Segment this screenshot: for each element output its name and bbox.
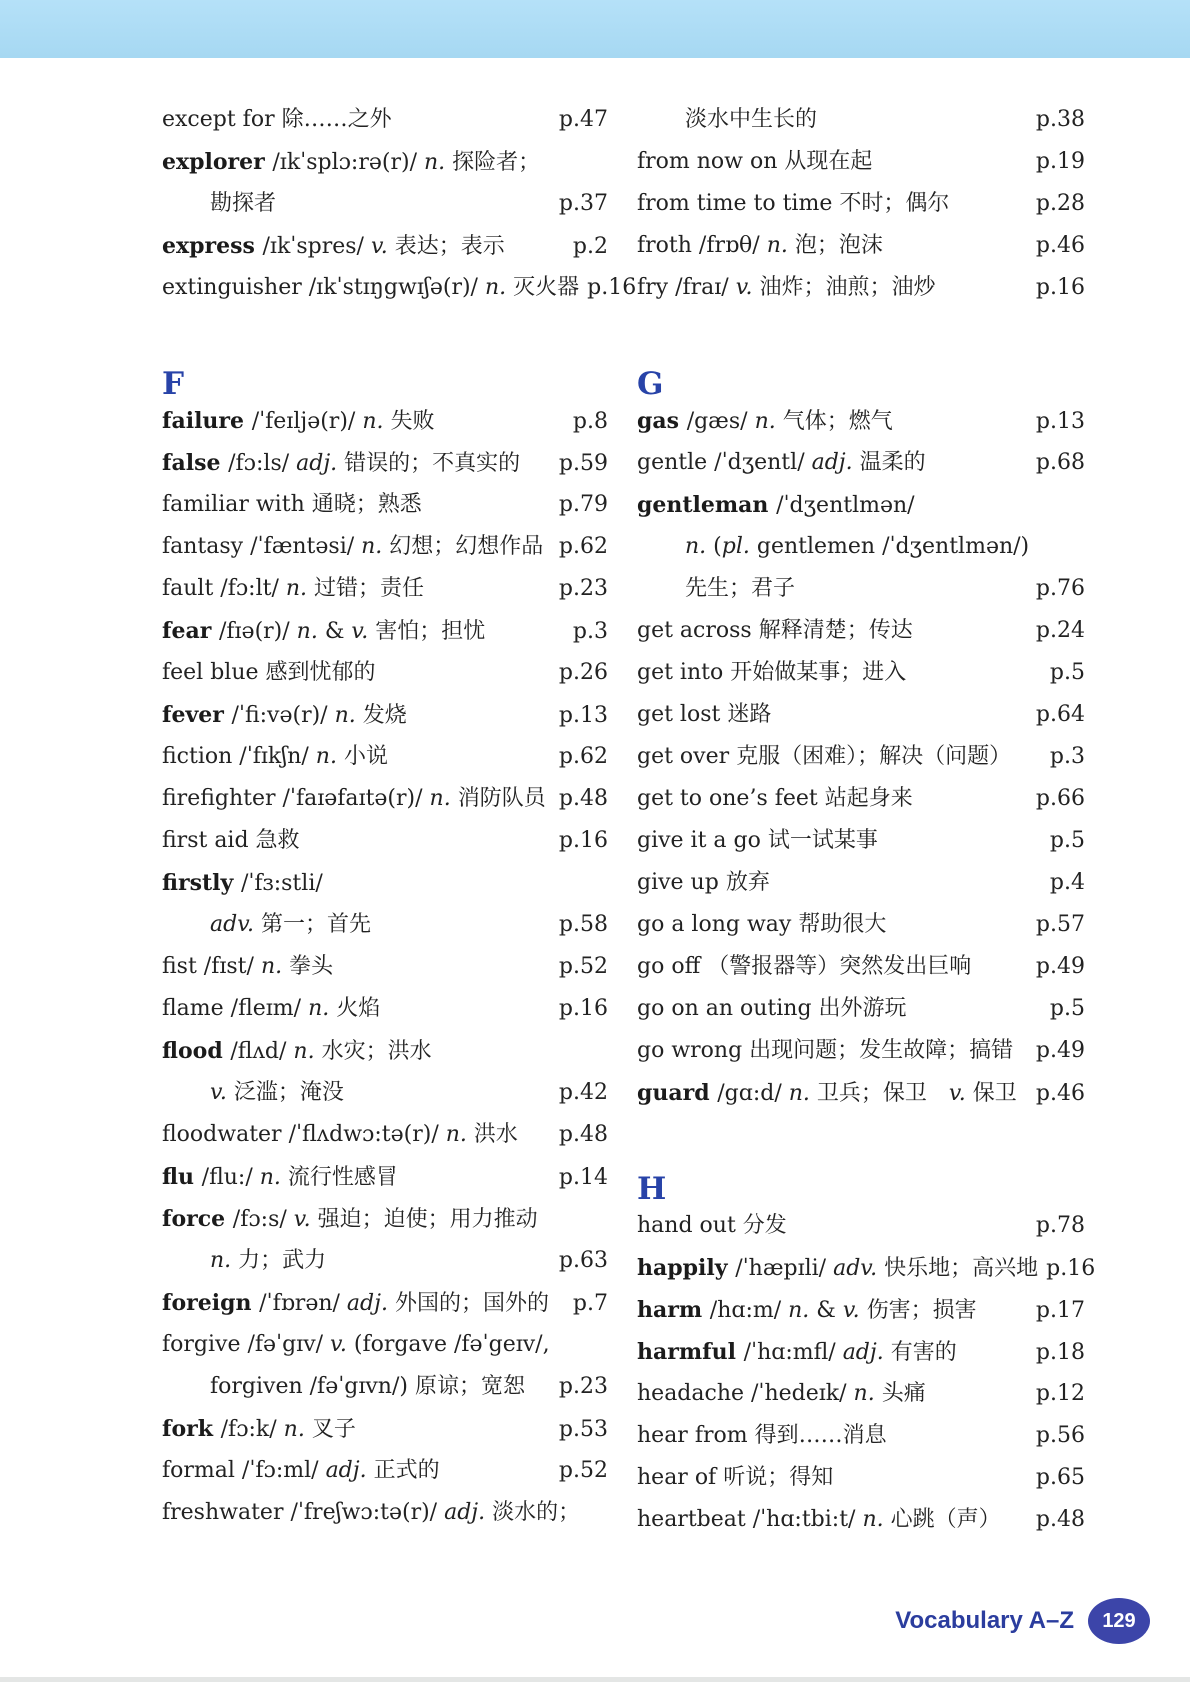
vocab-entry [162,400,608,442]
vocab-entry [162,267,637,309]
vocab-entry [162,946,608,988]
vocab-entry [637,778,1085,820]
entry-text: flood /flʌd/ n. 水灾；洪水 [162,1038,432,1064]
page-ref: p.18 [1035,1340,1085,1365]
page-ref: p.48 [1035,1507,1085,1532]
entry-text: fork /fɔ:k/ n. 叉子 [162,1416,356,1442]
entry-text: n. 力；武力 [210,1248,327,1273]
page-ref: p.5 [1049,996,1085,1021]
page-number-badge: 129 [1088,1598,1150,1644]
vocab-entry [162,652,608,694]
vocab-entry [162,1030,608,1072]
entry-text: get lost 迷路 [637,702,772,727]
vocab-entry [162,1282,608,1324]
page-ref: p.26 [558,660,608,685]
section-letter-H: H [637,1171,667,1207]
page-ref: p.52 [558,1458,608,1483]
entry-text: v. 泛滥；淹没 [210,1080,344,1105]
vocab-entry [637,610,1085,652]
page-ref: p.42 [558,1080,608,1105]
page-ref: p.5 [1049,828,1085,853]
page-ref: p.78 [1035,1213,1085,1238]
top-banner [0,0,1190,58]
entry-text: foreign /ˈfɒrən/ adj. 外国的；国外的 [162,1290,549,1316]
vocab-entry [637,225,1085,267]
entry-text: fantasy /ˈfæntəsi/ n. 幻想；幻想作品 [162,534,544,559]
vocab-entry [637,1205,1085,1247]
vocab-entry [637,946,1085,988]
page-ref: p.62 [558,534,608,559]
entry-text: forgive /fəˈgɪv/ v. (forgave /fəˈgeɪv/, [162,1332,550,1357]
page-ref: p.62 [558,744,608,769]
entry-text: fry /fraɪ/ v. 油炸；油煎；油炒 [637,275,936,300]
page-ref: p.58 [558,912,608,937]
entry-text: go on an outing 出外游玩 [637,996,907,1021]
entry-text: fiction /ˈfɪkʃn/ n. 小说 [162,744,388,769]
vocab-entry [162,1240,608,1282]
vocab-entry [637,1331,1085,1373]
vocab-entry [637,1289,1085,1331]
entry-text: n. (pl. gentlemen /ˈdʒentlmən/) [685,534,1030,559]
page-ref: p.68 [1035,450,1085,475]
entry-text: hand out 分发 [637,1213,787,1238]
page-ref: p.63 [558,1248,608,1273]
page-ref: p.19 [1035,149,1085,174]
vocab-entry [162,1366,608,1408]
section-letter-F: F [162,366,185,402]
vocab-entry [162,442,608,484]
page-ref: p.23 [558,576,608,601]
page-ref: p.24 [1035,618,1085,643]
page-ref: p.17 [1035,1298,1085,1323]
vocab-entry [162,526,608,568]
entry-text: get into 开始做某事；进入 [637,660,907,685]
entry-text: express /ɪkˈspres/ v. 表达；表示 [162,233,505,259]
entry-text: get over 克服（困难）；解决（问题） [637,744,1012,769]
page-ref: p.56 [1035,1423,1085,1448]
entry-text: fever /ˈfi:və(r)/ n. 发烧 [162,702,407,728]
entry-text: give up 放弃 [637,870,770,895]
vocab-entry [162,99,608,141]
entry-text: feel blue 感到忧郁的 [162,660,376,685]
vocab-entry [162,1492,608,1534]
vocab-entry [162,988,608,1030]
vocab-entry [162,694,608,736]
entry-text: firstly /ˈfɜ:stli/ [162,870,323,896]
entry-text: floodwater /ˈflʌdwɔ:tə(r)/ n. 洪水 [162,1122,518,1147]
vocab-entry [637,1415,1085,1457]
page-ref: p.3 [1049,744,1085,769]
page-ref: p.14 [558,1165,608,1190]
entry-text: 勘探者 [210,191,277,216]
entry-text: harmful /ˈhɑ:mfl/ adj. 有害的 [637,1339,957,1365]
page-ref: p.57 [1035,912,1085,937]
page-ref: p.8 [572,409,608,434]
entry-text: flame /fleɪm/ n. 火焰 [162,996,381,1021]
vocab-entry [637,652,1085,694]
vocab-entry [162,1324,608,1366]
vocab-entry [162,1072,608,1114]
page-ref: p.13 [558,703,608,728]
entry-text: get to one’s feet 站起身来 [637,786,913,811]
vocab-entry [637,400,1085,442]
page-ref: p.66 [1035,786,1085,811]
vocab-entry [637,862,1085,904]
entry-text: extinguisher /ɪkˈstɪŋgwɪʃə(r)/ n. 灭火器 [162,275,580,300]
page-ref: p.3 [572,619,608,644]
entry-text: gas /gæs/ n. 气体；燃气 [637,408,893,434]
entry-text: happily /ˈhæpɪli/ adv. 快乐地；高兴地 [637,1255,1039,1281]
page-ref: p.7 [572,1291,608,1316]
vocab-entry [162,1198,608,1240]
page-footer [895,1596,1150,1646]
entry-text: explorer /ɪkˈsplɔ:rə(r)/ n. 探险者； [162,149,541,175]
vocab-entry [162,141,608,183]
vocab-entry [637,1499,1085,1541]
vocab-entry [162,1408,608,1450]
vocab-entry [637,442,1085,484]
entry-text: go a long way 帮助很大 [637,912,887,937]
page-ref: p.79 [558,492,608,517]
footer-label: Vocabulary A–Z [895,1607,1074,1634]
page-ref: p.64 [1035,702,1085,727]
entry-text: fist /fɪst/ n. 拳头 [162,954,334,979]
page-ref: p.48 [558,1122,608,1147]
page-ref: p.48 [558,786,608,811]
entry-text: formal /ˈfɔ:ml/ adj. 正式的 [162,1458,440,1483]
entry-text: froth /frɒθ/ n. 泡；泡沫 [637,233,883,258]
entry-text: go wrong 出现问题；发生故障；搞错 [637,1038,1014,1063]
page-ref: p.76 [1035,576,1085,601]
vocab-entry [162,183,608,225]
vocab-entry [162,904,608,946]
vocab-entry [637,904,1085,946]
entry-text: freshwater /ˈfreʃwɔ:tə(r)/ adj. 淡水的； [162,1500,581,1525]
vocab-entry [637,694,1085,736]
entry-text: from time to time 不时；偶尔 [637,191,950,216]
vocab-entry [162,568,608,610]
entry-text: headache /ˈhedeɪk/ n. 头痛 [637,1381,926,1406]
vocab-entry [637,568,1085,610]
vocab-column-right [637,99,1096,1541]
page-ref: p.46 [1035,1081,1085,1106]
vocab-entry [637,1072,1085,1114]
entry-text: flu /flu:/ n. 流行性感冒 [162,1164,398,1190]
page-ref: p.53 [558,1417,608,1442]
page-ref: p.28 [1035,191,1085,216]
entry-text: gentleman /ˈdʒentlmən/ [637,492,915,518]
entry-text: force /fɔ:s/ v. 强迫；迫使；用力推动 [162,1206,538,1232]
vocab-entry [162,484,608,526]
entry-text: firefighter /ˈfaɪəfaɪtə(r)/ n. 消防队员 [162,786,546,811]
entry-text: hear from 得到……消息 [637,1423,887,1448]
page-bottom-edge [0,1677,1190,1682]
vocab-entry [637,820,1085,862]
entry-text: guard /gɑ:d/ n. 卫兵；保卫 v. 保卫 [637,1080,1017,1106]
page-ref: p.37 [558,191,608,216]
entry-text: 淡水中生长的 [685,107,818,132]
vocab-entry [162,225,608,267]
page-ref: p.5 [1049,660,1085,685]
vocab-column-left [162,99,637,1534]
vocab-entry [637,183,1085,225]
page-ref: p.13 [1035,409,1085,434]
page-ref: p.65 [1035,1465,1085,1490]
vocab-entry [162,778,608,820]
vocab-entry [637,141,1085,183]
entry-text: get across 解释清楚；传达 [637,618,913,643]
vocab-entry [637,484,1085,526]
vocab-entry [637,1030,1085,1072]
page-ref: p.4 [1049,870,1085,895]
vocab-entry [637,1373,1085,1415]
page-ref: p.16 [587,275,637,300]
page-ref: p.46 [1035,233,1085,258]
vocab-entry [162,1114,608,1156]
vocab-entry [637,1247,1096,1289]
vocab-entry [162,1156,608,1198]
entry-text: forgiven /fəˈgɪvn/) 原谅；宽恕 [210,1374,525,1399]
vocab-entry [162,736,608,778]
vocab-entry [162,610,608,652]
entry-text: from now on 从现在起 [637,149,873,174]
entry-text: harm /hɑ:m/ n. & v. 伤害；损害 [637,1297,977,1323]
page-ref: p.16 [558,828,608,853]
entry-text: first aid 急救 [162,828,300,853]
page-ref: p.16 [558,996,608,1021]
section-letter-G: G [637,366,664,402]
page-ref: p.16 [1046,1256,1096,1281]
page-ref: p.23 [558,1374,608,1399]
page-ref: p.49 [1035,954,1085,979]
page-ref: p.49 [1035,1038,1085,1063]
vocab-entry [637,988,1085,1030]
vocab-entry [637,736,1085,778]
vocab-entry [162,862,608,904]
entry-text: familiar with 通晓；熟悉 [162,492,422,517]
entry-text: gentle /ˈdʒentl/ adj. 温柔的 [637,450,926,475]
page-ref: p.38 [1035,107,1085,132]
entry-text: fault /fɔ:lt/ n. 过错；责任 [162,576,425,601]
page-ref: p.47 [558,107,608,132]
entry-text: go off （警报器等）突然发出巨响 [637,954,972,979]
entry-text: except for 除……之外 [162,107,392,132]
entry-text: hear of 听说；得知 [637,1465,834,1490]
entry-text: failure /ˈfeɪljə(r)/ n. 失败 [162,408,435,434]
vocab-entry [162,820,608,862]
vocab-entry [637,267,1085,309]
page-ref: p.16 [1035,275,1085,300]
entry-text: 先生；君子 [685,576,796,601]
page-ref: p.2 [572,234,608,259]
vocab-entry [637,526,1085,568]
entry-text: false /fɔ:ls/ adj. 错误的；不真实的 [162,450,521,476]
page-ref: p.52 [558,954,608,979]
page-ref: p.59 [558,451,608,476]
vocab-entry [162,1450,608,1492]
entry-text: give it a go 试一试某事 [637,828,878,853]
page-ref: p.12 [1035,1381,1085,1406]
entry-text: heartbeat /ˈhɑ:tbi:t/ n. 心跳（声） [637,1507,1001,1532]
entry-text: adv. 第一；首先 [210,912,372,937]
vocab-entry [637,99,1085,141]
vocab-entry [637,1457,1085,1499]
entry-text: fear /fɪə(r)/ n. & v. 害怕；担忧 [162,618,486,644]
